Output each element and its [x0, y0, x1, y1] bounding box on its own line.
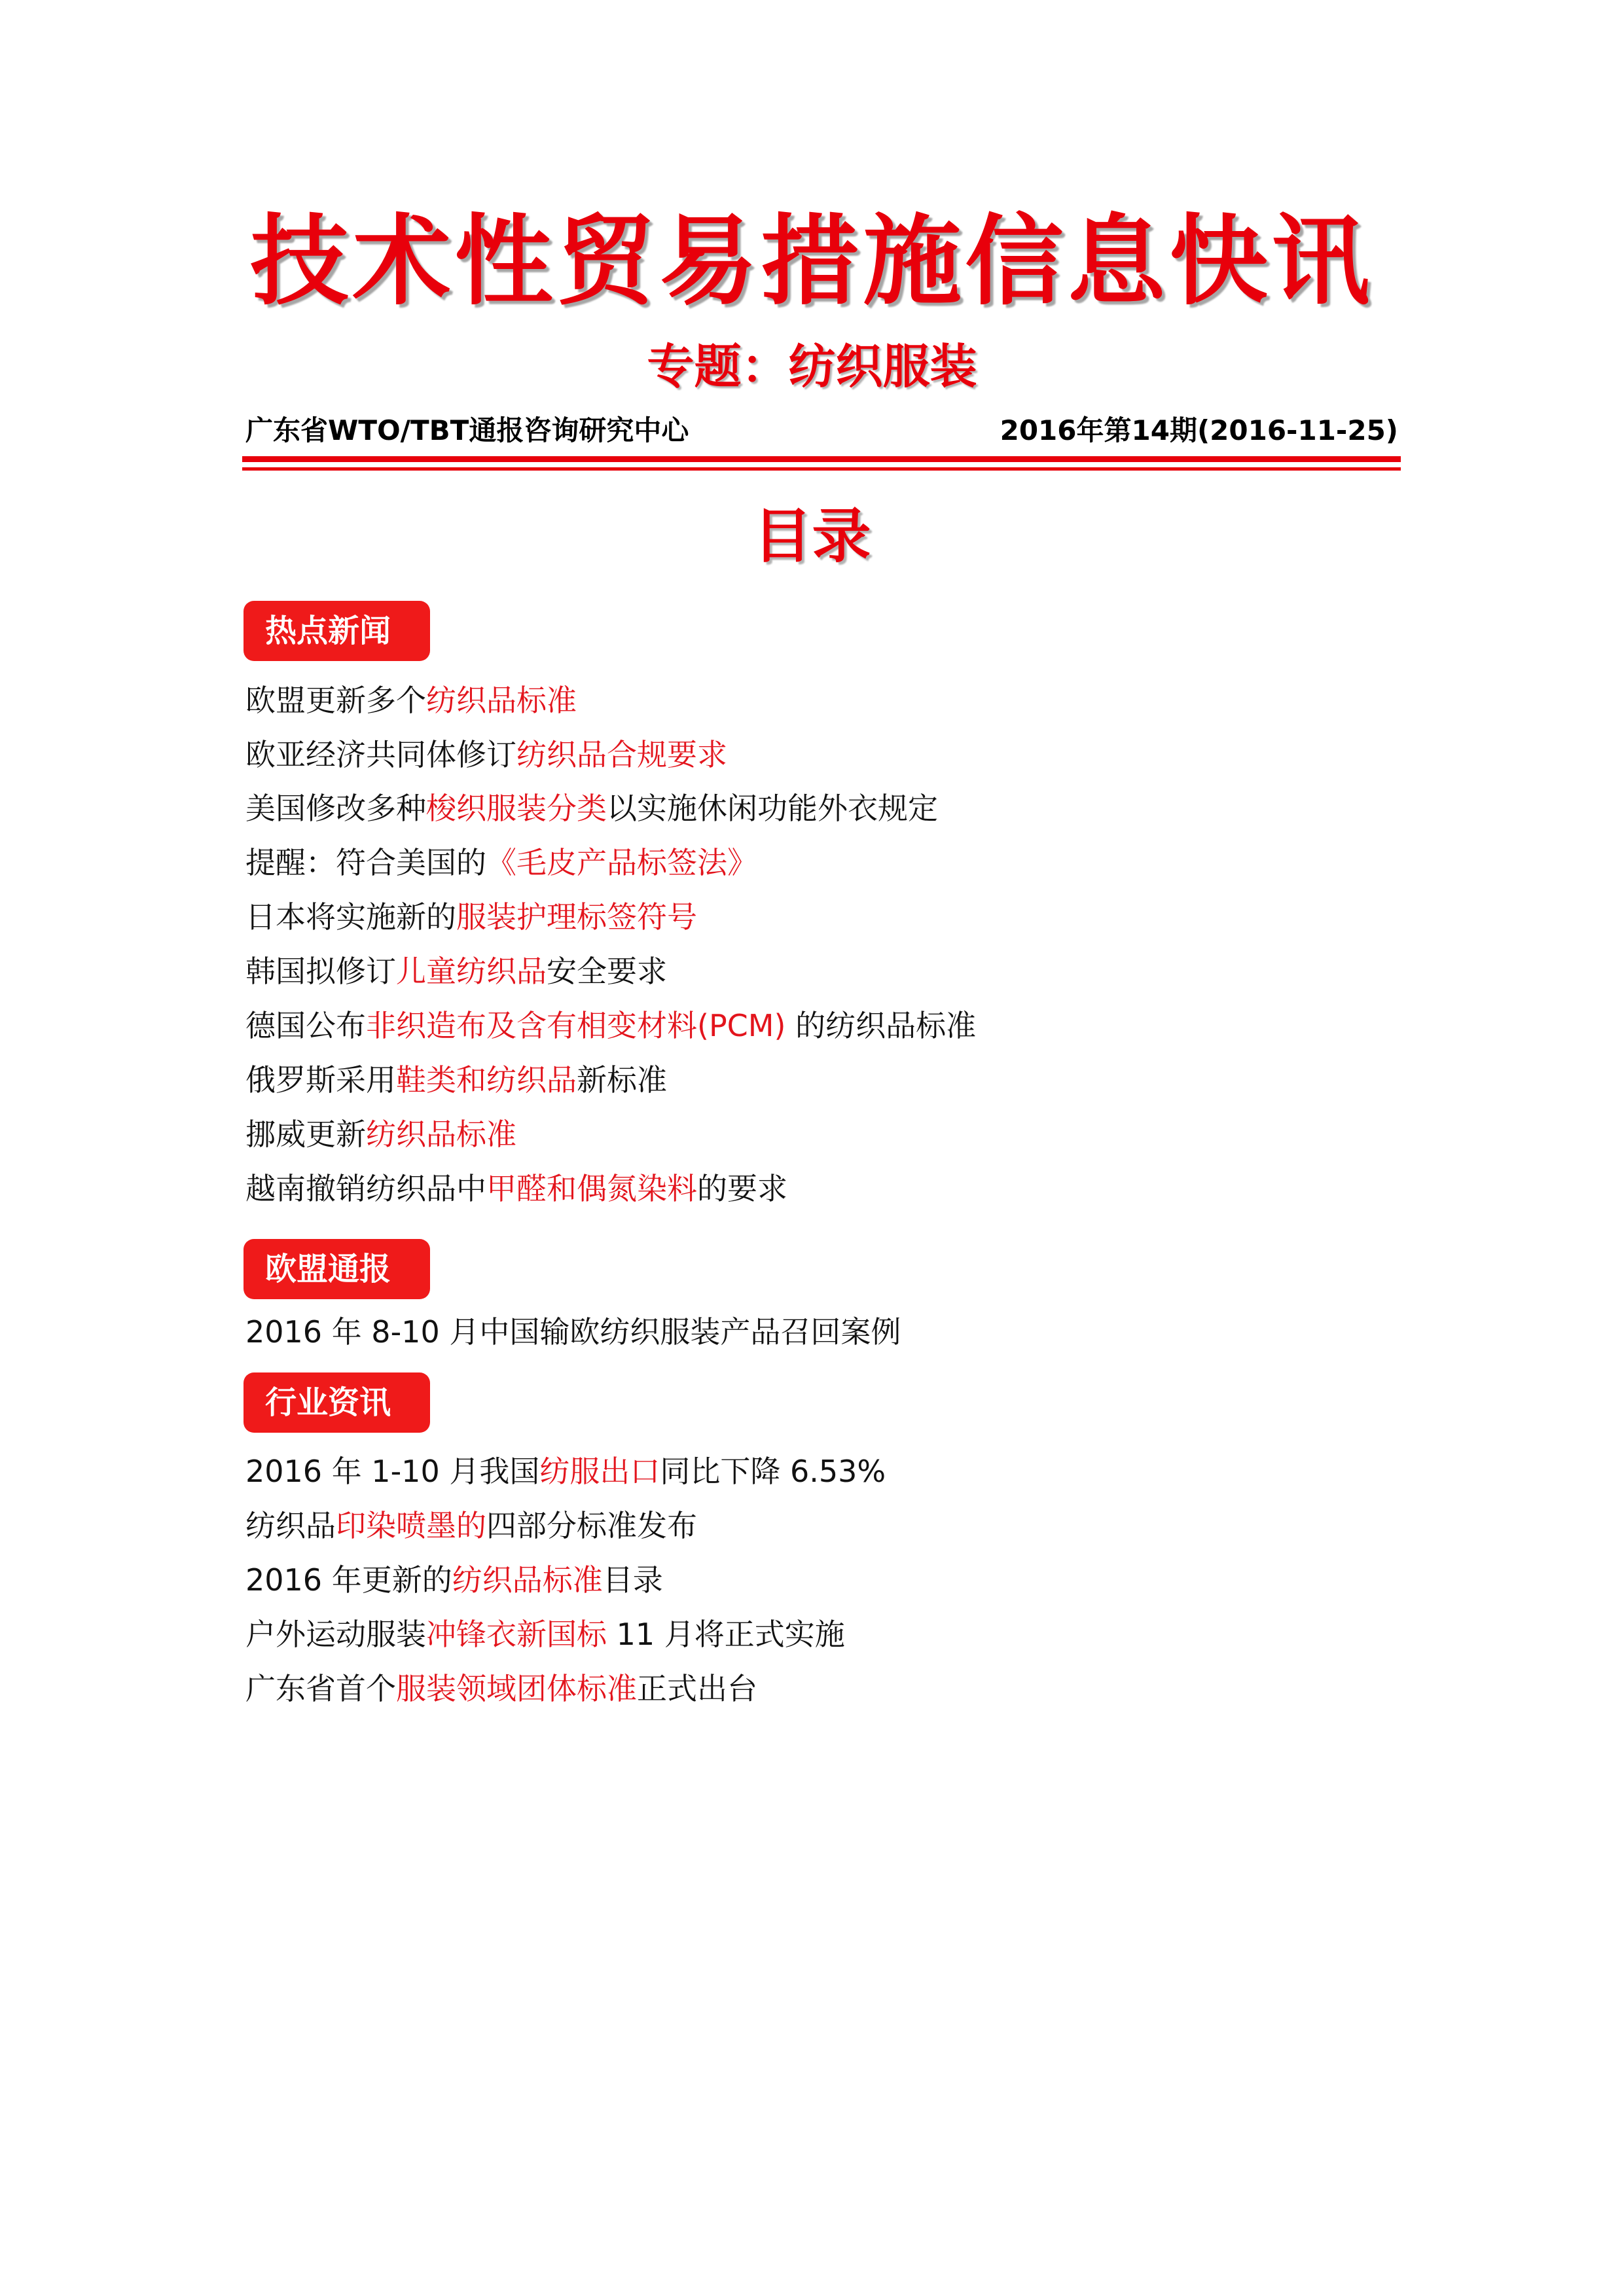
toc-item[interactable]: 韩国拟修订儿童纺织品安全要求	[245, 954, 667, 989]
toc-item[interactable]: 日本将实施新的服装护理标签符号	[245, 899, 697, 935]
toc-item[interactable]: 2016 年 8-10 月中国输欧纺织服装产品召回案例	[245, 1314, 901, 1350]
toc-item[interactable]: 越南撤销纺织品中甲醛和偶氮染料的要求	[245, 1171, 787, 1206]
section-badge-industry-news: 行业资讯	[244, 1372, 430, 1433]
document-subtitle: 专题：纺织服装	[647, 339, 977, 394]
toc-item[interactable]: 广东省首个服装领域团体标准正式出台	[245, 1671, 757, 1706]
toc-item[interactable]: 纺织品印染喷墨的四部分标准发布	[245, 1508, 697, 1543]
toc-item[interactable]: 俄罗斯采用鞋类和纺织品新标准	[245, 1062, 667, 1098]
toc-item[interactable]: 挪威更新纺织品标准	[245, 1117, 516, 1152]
document-title: 技术性贸易措施信息快讯	[250, 205, 1374, 319]
header-rule-thin	[242, 467, 1401, 471]
toc-item[interactable]: 户外运动服装冲锋衣新国标 11 月将正式实施	[245, 1617, 845, 1652]
issuer-name: 广东省WTO/TBT通报咨询研究中心	[245, 414, 689, 446]
toc-item[interactable]: 2016 年更新的纺织品标准目录	[245, 1562, 663, 1598]
toc-item[interactable]: 欧盟更新多个纺织品标准	[245, 683, 577, 718]
toc-title: 目录	[753, 502, 871, 571]
section-badge-eu-notification: 欧盟通报	[244, 1239, 430, 1299]
toc-item[interactable]: 德国公布非织造布及含有相变材料(PCM) 的纺织品标准	[245, 1008, 977, 1043]
issue-number: 2016年第14期(2016-11-25)	[1000, 414, 1398, 446]
toc-item[interactable]: 2016 年 1-10 月我国纺服出口同比下降 6.53%	[245, 1454, 886, 1489]
toc-item[interactable]: 欧亚经济共同体修订纺织品合规要求	[245, 737, 727, 772]
toc-item[interactable]: 提醒：符合美国的《毛皮产品标签法》	[245, 845, 757, 880]
header-rule-thick	[242, 456, 1401, 462]
section-badge-hot-news: 热点新闻	[244, 601, 430, 661]
toc-item[interactable]: 美国修改多种梭织服装分类以实施休闲功能外衣规定	[245, 791, 938, 826]
